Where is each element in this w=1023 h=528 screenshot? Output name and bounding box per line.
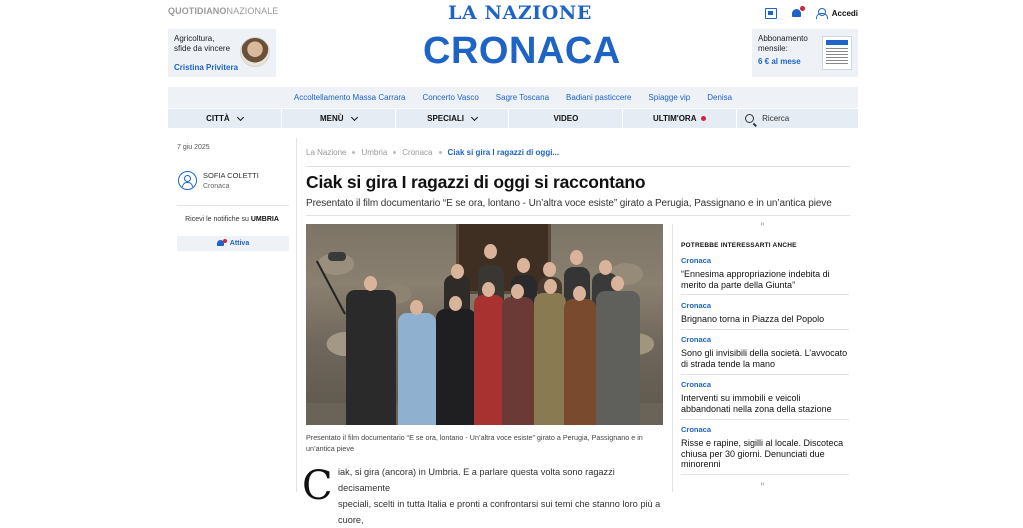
article-body bbox=[338, 464, 668, 528]
photo-boom-mic bbox=[328, 252, 346, 261]
divider bbox=[306, 215, 850, 216]
divider bbox=[681, 419, 849, 420]
nav-ultimora-label: ULTIM'ORA bbox=[652, 114, 697, 123]
search-input[interactable]: Ricerca bbox=[762, 114, 790, 123]
header-actions bbox=[765, 6, 858, 20]
article-body-line: speciali, scelti in tutta Italia e pronti a confrontarsi sui temi che stanno loro più a cuore, bbox=[338, 499, 661, 525]
breadcrumb-separator bbox=[352, 151, 355, 154]
article-photo[interactable] bbox=[306, 224, 663, 425]
related-item[interactable] bbox=[681, 425, 849, 470]
user-icon[interactable] bbox=[816, 8, 826, 19]
trending-link[interactable]: Spiagge vip bbox=[648, 93, 691, 102]
subscription-price: 6 € al mese bbox=[758, 57, 801, 66]
related-title-link[interactable]: Brignano torna in Piazza del Popolo bbox=[681, 314, 825, 324]
column-divider bbox=[296, 138, 297, 492]
related-title-link[interactable]: Interventi su immobili e veicoli abbandonati nella zona della stazione bbox=[681, 393, 832, 414]
article-body-line: iak, si gira (ancora) in Umbria. E a parlare questa volta sono ragazzi decisamente bbox=[338, 467, 615, 493]
photo-person-head bbox=[410, 300, 423, 315]
live-dot-icon bbox=[701, 116, 706, 121]
photo-person-head bbox=[449, 296, 462, 311]
photo-person bbox=[436, 309, 476, 425]
photo-caption: Presentato il film documentario “E se ora, lontano - Un’altra voce esiste” girato a Perugia, Passignano e in un’antica pieve bbox=[306, 433, 643, 453]
chevron-down-icon bbox=[471, 113, 478, 120]
related-category[interactable]: Cronaca bbox=[681, 301, 712, 310]
section-title[interactable]: CRONACA bbox=[423, 30, 621, 72]
related-item[interactable] bbox=[681, 335, 849, 369]
nav-search[interactable] bbox=[737, 109, 858, 128]
bell-icon bbox=[217, 240, 225, 248]
photo-person-head bbox=[511, 284, 524, 299]
activate-notifications-button[interactable] bbox=[177, 236, 289, 251]
photo-person bbox=[564, 299, 596, 425]
related-category[interactable]: Cronaca bbox=[681, 256, 712, 265]
nav-video[interactable] bbox=[509, 109, 623, 128]
photo-person-head bbox=[544, 279, 557, 294]
promo-title-line1: Agricoltura, bbox=[174, 34, 215, 43]
notification-bell-icon[interactable] bbox=[791, 8, 802, 19]
photo-person-head bbox=[543, 262, 556, 277]
trending-topics-bar bbox=[168, 87, 858, 108]
notification-text: Ricevi le notifiche su bbox=[185, 216, 249, 223]
divider bbox=[681, 474, 849, 475]
chevron-down-icon bbox=[237, 113, 244, 120]
breadcrumb-item[interactable]: Cronaca bbox=[402, 148, 433, 157]
nav-video-label: VIDEO bbox=[553, 114, 579, 123]
network-logo-light: NAZIONALE bbox=[226, 6, 279, 16]
related-title: POTREBBE INTERESSARTI ANCHE bbox=[681, 242, 797, 249]
related-title-link[interactable]: “Ennesima appropriazione indebita di merito da parte della Giunta” bbox=[681, 269, 830, 290]
chevron-down-icon bbox=[350, 113, 357, 120]
author-role: Cronaca bbox=[203, 183, 230, 190]
related-category[interactable]: Cronaca bbox=[681, 335, 712, 344]
related-title-link[interactable]: Sono gli invisibili della società. L’avvocato di strada tende la mano bbox=[681, 348, 848, 369]
divider bbox=[681, 294, 849, 295]
nav-citta[interactable] bbox=[168, 109, 282, 128]
sidebar-divider bbox=[672, 224, 673, 492]
related-category[interactable]: Cronaca bbox=[681, 380, 712, 389]
trending-link[interactable]: Badiani pasticcere bbox=[566, 93, 632, 102]
breadcrumb-item[interactable]: La Nazione bbox=[306, 148, 347, 157]
network-logo-bold: QUOTIDIANO bbox=[168, 6, 227, 16]
photo-person bbox=[398, 313, 436, 425]
photo-person-head bbox=[484, 244, 497, 259]
photo-person-head bbox=[573, 286, 586, 301]
trending-link[interactable]: Denisa bbox=[707, 93, 733, 102]
promo-author: Cristina Privitera bbox=[174, 63, 239, 72]
trending-link[interactable]: Sagre Toscana bbox=[495, 93, 550, 102]
trending-link[interactable]: Accoltellamento Massa Carrara bbox=[293, 93, 406, 102]
photo-person bbox=[534, 293, 566, 425]
subscription-line2: mensile: bbox=[758, 44, 788, 53]
photo-person-head bbox=[451, 264, 464, 279]
nav-citta-label: CITTÀ bbox=[206, 114, 230, 123]
photo-person-head bbox=[611, 276, 624, 291]
activate-label: Attiva bbox=[229, 240, 250, 247]
article-headline: Ciak si gira I ragazzi di oggi si raccontano bbox=[306, 172, 646, 192]
photo-person-head bbox=[482, 282, 495, 297]
breadcrumb-separator bbox=[393, 151, 396, 154]
quote-mark-icon: " bbox=[760, 222, 765, 233]
breadcrumb bbox=[306, 148, 559, 157]
photo-person bbox=[346, 290, 396, 425]
login-link[interactable]: Accedi bbox=[831, 8, 858, 18]
related-item[interactable] bbox=[681, 301, 849, 325]
divider bbox=[177, 205, 289, 206]
newspaper-thumbnail bbox=[822, 36, 852, 70]
photo-person-head bbox=[517, 258, 530, 273]
network-logo[interactable] bbox=[168, 6, 278, 16]
related-category[interactable]: Cronaca bbox=[681, 425, 712, 434]
promo-author-avatar bbox=[240, 37, 270, 67]
related-item[interactable] bbox=[681, 380, 849, 414]
photo-person bbox=[474, 295, 504, 425]
author-avatar-icon bbox=[178, 171, 197, 190]
search-icon bbox=[745, 114, 754, 123]
trending-link[interactable]: Concerto Vasco bbox=[422, 93, 479, 102]
quote-mark-icon: " bbox=[760, 482, 765, 493]
promo-card-left[interactable] bbox=[168, 29, 276, 77]
divider bbox=[681, 374, 849, 375]
photo-person bbox=[502, 297, 534, 425]
main-navigation bbox=[168, 108, 858, 128]
author-block[interactable] bbox=[178, 171, 259, 190]
author-name: SOFIA COLETTI bbox=[203, 171, 259, 180]
subscription-line1: Abbonamento bbox=[758, 34, 808, 43]
photo-person bbox=[596, 291, 640, 425]
breadcrumb-current: Ciak si gira I ragazzi di oggi... bbox=[447, 148, 560, 157]
notification-region: UMBRIA bbox=[250, 216, 279, 223]
breadcrumb-item[interactable]: Umbria bbox=[361, 148, 388, 157]
related-title-link[interactable]: Risse e rapine, sigilli al locale. Discoteca chiusa per 30 giorni. Denunciati due minorenni bbox=[681, 438, 844, 469]
notification-prompt bbox=[168, 216, 296, 223]
nav-ultimora[interactable] bbox=[623, 109, 737, 128]
site-header bbox=[168, 0, 858, 84]
nav-speciali[interactable] bbox=[396, 109, 510, 128]
masthead-logo[interactable]: LA NAZIONE bbox=[448, 2, 592, 24]
nav-speciali-label: SPECIALI bbox=[427, 114, 465, 123]
divider bbox=[681, 329, 849, 330]
divider bbox=[306, 166, 850, 167]
breadcrumb-separator bbox=[439, 151, 442, 154]
related-item[interactable] bbox=[681, 256, 849, 290]
article-subheadline: Presentato il film documentario “E se ora, lontano - Un’altra voce esiste” girato a Perugia, Passignano e in un’antica pieve bbox=[306, 198, 832, 209]
photo-person-head bbox=[570, 250, 583, 265]
article-dropcap: C bbox=[302, 463, 333, 509]
subscription-promo[interactable] bbox=[752, 29, 858, 77]
newspaper-icon[interactable] bbox=[765, 8, 777, 19]
photo-person-head bbox=[364, 276, 377, 291]
photo-person-head bbox=[599, 260, 612, 275]
publish-date: 7 giu 2025 bbox=[177, 144, 210, 151]
nav-menu-label: MENÙ bbox=[319, 114, 344, 123]
promo-title-line2: sfide da vincere bbox=[174, 44, 231, 53]
nav-menu[interactable] bbox=[282, 109, 396, 128]
